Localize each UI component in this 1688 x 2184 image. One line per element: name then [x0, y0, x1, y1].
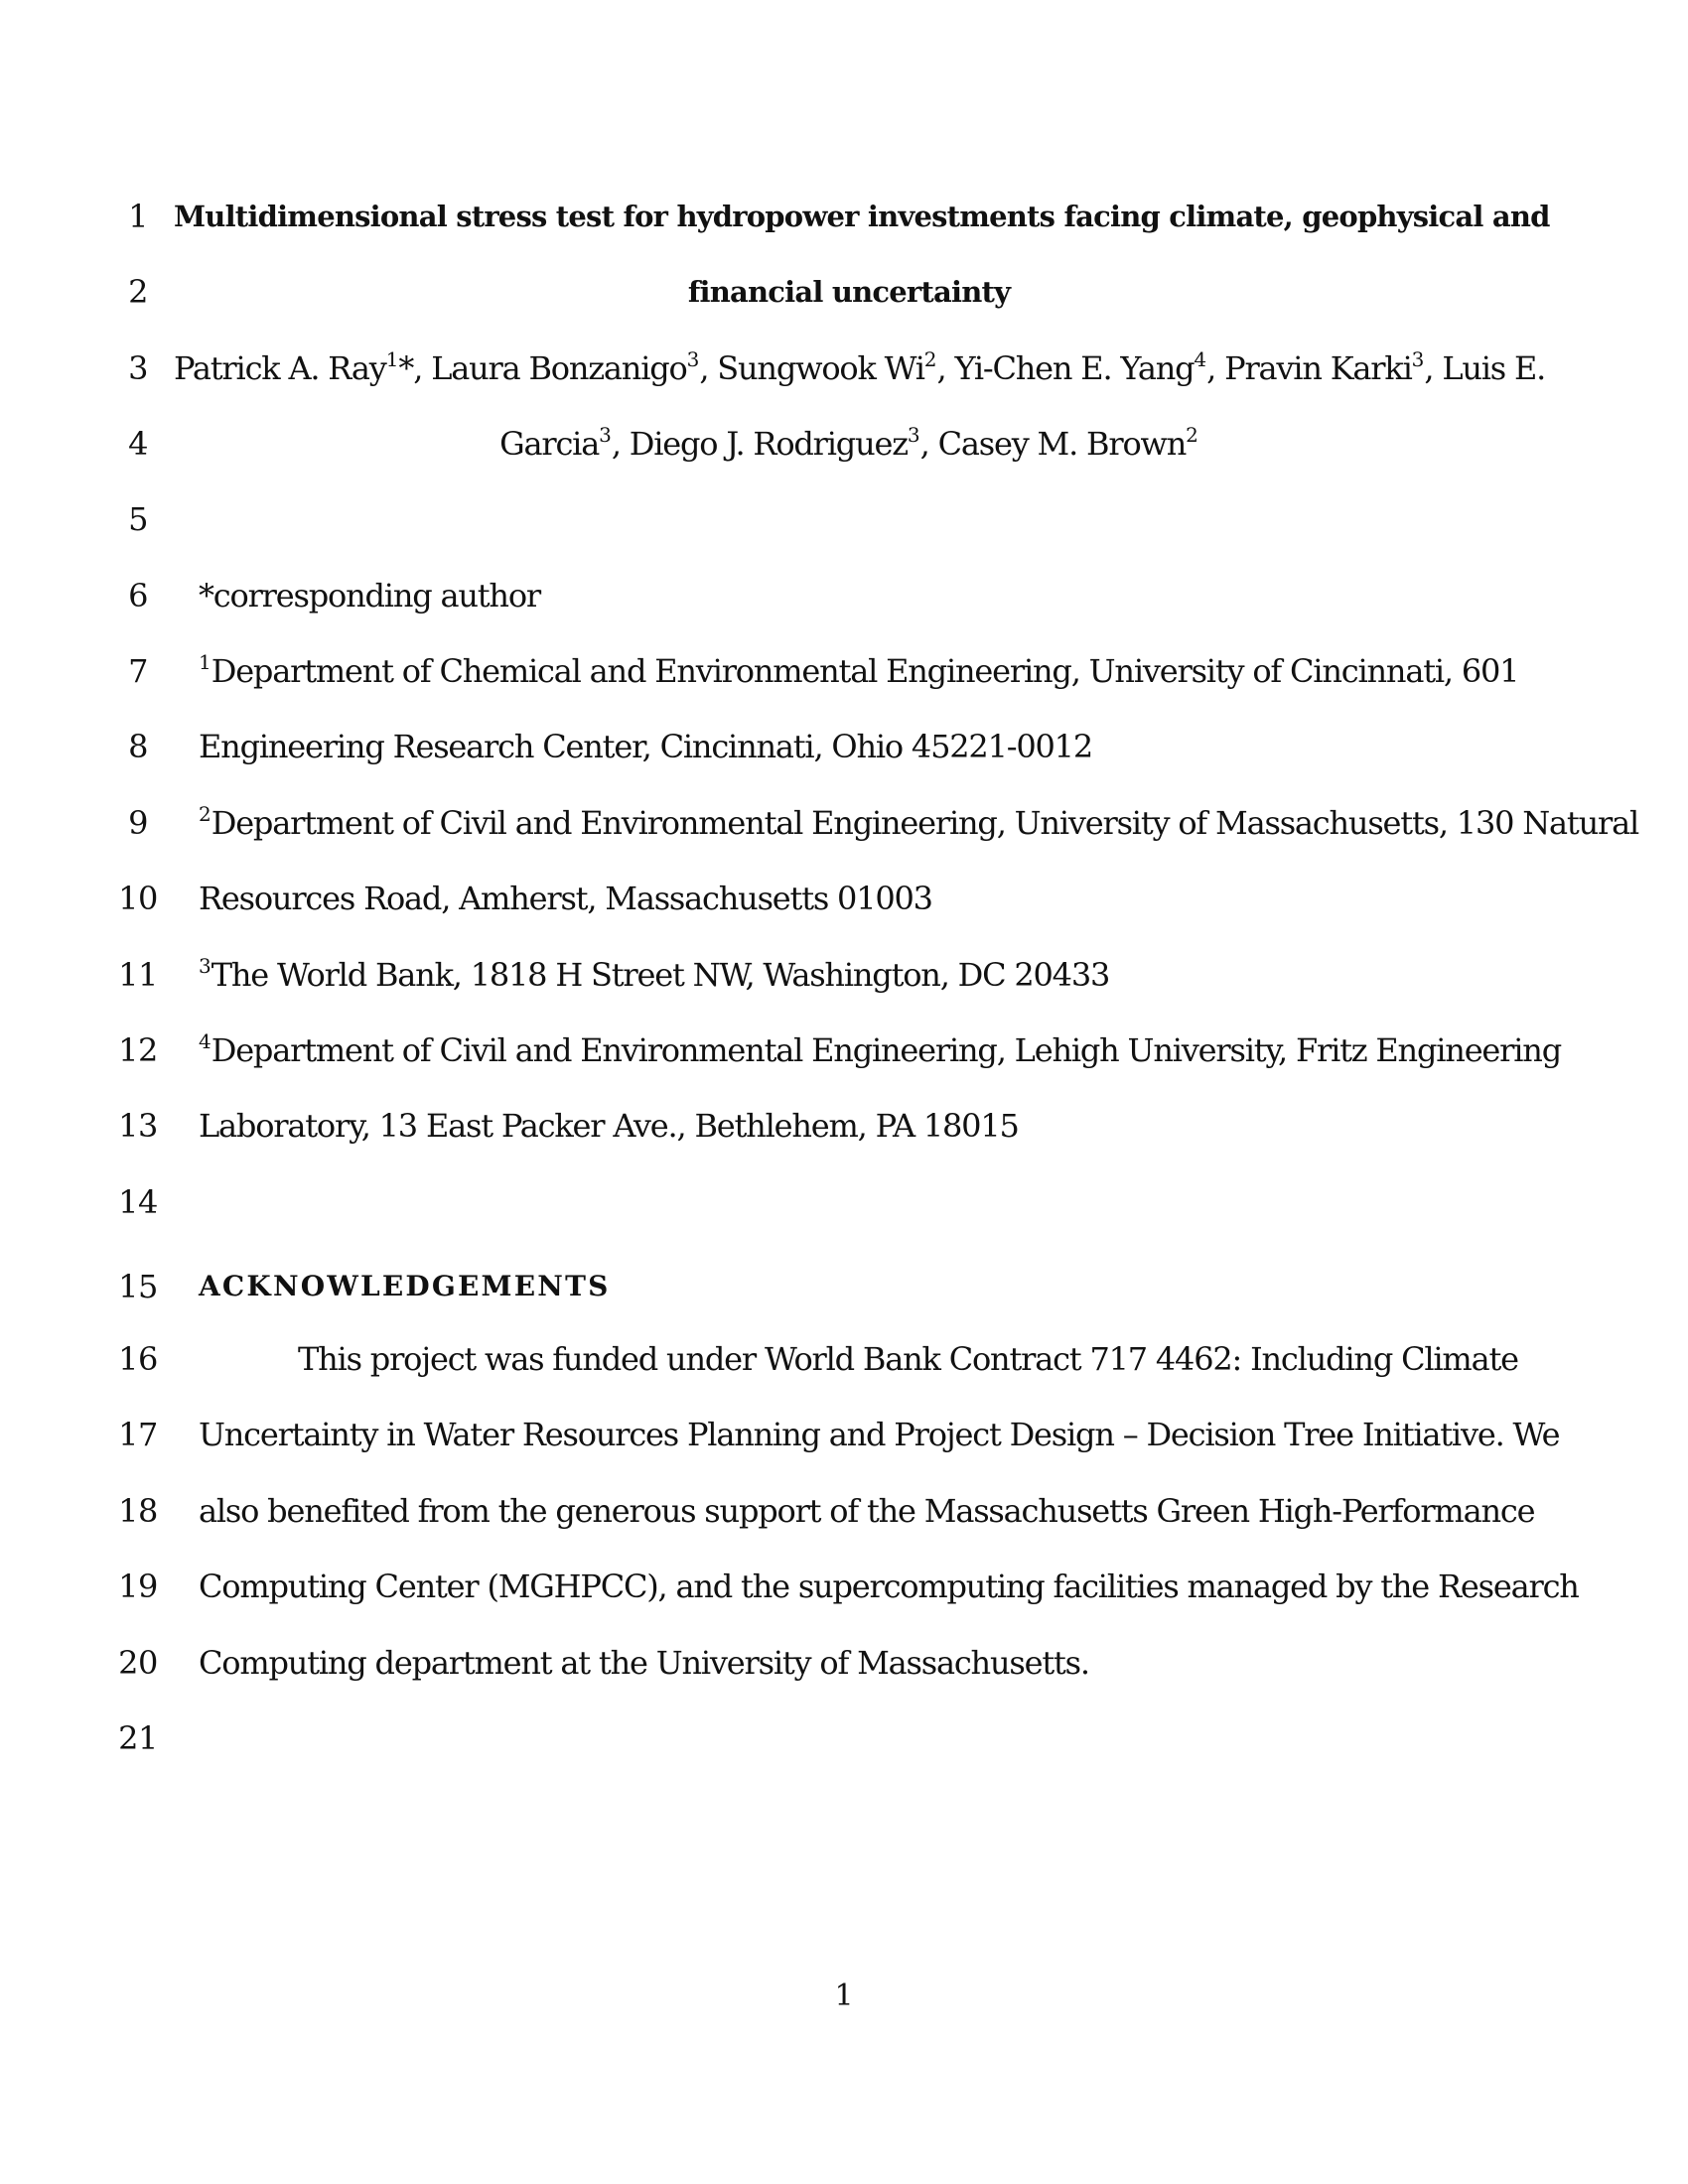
manuscript-line-18	[0, 1481, 1688, 1541]
affiliation-3-line-1: $^3$The World Bank, 1818 H Street NW, Washington, DC 20433	[199, 954, 1110, 994]
author-list-line-2: Garcia$^3$, Diego J. Rodriguez$^3$, Casey M. Brown$^2$	[499, 423, 1198, 463]
corresponding-author-note: *corresponding author	[199, 577, 541, 614]
affiliation-marker: 3	[907, 423, 920, 447]
affiliation-4-line-2: Laboratory, 13 East Packer Ave., Bethlehem, PA 18015	[199, 1107, 1019, 1145]
acknowledgement-text: This project was funded under World Bank Contract 717 4462: Including Climate	[298, 1340, 1518, 1378]
line-number: 16	[118, 1340, 158, 1378]
affiliation-4-line-1: $^4$Department of Civil and Environmental Engineering, Lehigh University, Fritz Engineering	[199, 1029, 1561, 1069]
page-number: 1	[834, 1979, 854, 2013]
line-number: 6	[128, 577, 148, 614]
affiliation-marker: 4	[1194, 347, 1207, 371]
author-name: Pravin Karki	[1224, 349, 1412, 387]
manuscript-line-13	[0, 1096, 1688, 1156]
author-name: Garcia	[499, 425, 600, 463]
line-number: 10	[118, 880, 158, 917]
line-number: 11	[118, 956, 158, 994]
affiliation-1-line-2: Engineering Research Center, Cincinnati, Ohio 45221-0012	[199, 728, 1092, 765]
affiliation-marker: 2	[1186, 423, 1198, 447]
manuscript-line-3	[0, 339, 1688, 398]
affiliation-1-line-1: $^1$Department of Chemical and Environmental Engineering, University of Cincinnati, 601	[199, 650, 1519, 690]
author-name: Luis E.	[1442, 349, 1546, 387]
line-number: 18	[118, 1492, 158, 1530]
affiliation-2-line-1: $^2$Department of Civil and Environmental Engineering, University of Massachusetts, 130 Natural	[199, 802, 1638, 842]
line-number: 17	[118, 1416, 158, 1453]
manuscript-line-16	[0, 1329, 1688, 1389]
acknowledgement-text: Computing Center (MGHPCC), and the supercomputing facilities managed by the Research	[199, 1568, 1579, 1605]
line-number: 13	[118, 1107, 158, 1145]
manuscript-line-4	[0, 414, 1688, 474]
manuscript-line-2	[0, 262, 1688, 322]
manuscript-line-12	[0, 1021, 1688, 1080]
affiliation-2-line-2: Resources Road, Amherst, Massachusetts 01003	[199, 880, 932, 917]
manuscript-line-9	[0, 793, 1688, 853]
affiliation-marker: 1	[199, 650, 211, 674]
paper-title-line-2: financial uncertainty	[687, 275, 1011, 309]
line-number: 1	[128, 198, 148, 235]
line-number: 14	[118, 1183, 158, 1221]
manuscript-line-5	[0, 489, 1688, 549]
author-name: Yi-Chen E. Yang	[954, 349, 1195, 387]
line-number: 21	[118, 1719, 158, 1757]
corresponding-mark: *	[398, 349, 414, 387]
acknowledgement-text: Computing department at the University of Massachusetts.	[199, 1644, 1089, 1682]
author-name: Sungwook Wi	[717, 349, 924, 387]
affiliation-marker: 3	[599, 423, 612, 447]
author-name: Laura Bonzanigo	[431, 349, 687, 387]
paper-title-line-1: Multidimensional stress test for hydropower investments facing climate, geophysical and	[174, 200, 1550, 233]
affiliation-marker: 1	[385, 347, 399, 371]
affiliation-marker: 2	[923, 347, 937, 371]
affiliation-marker: 3	[199, 954, 211, 978]
manuscript-line-14	[0, 1172, 1688, 1232]
line-number: 3	[128, 349, 148, 387]
line-number: 8	[128, 728, 148, 765]
manuscript-line-11	[0, 945, 1688, 1005]
author-name: Patrick A. Ray	[174, 349, 386, 387]
affiliation-marker: 2	[199, 802, 211, 826]
affiliation-marker: 3	[686, 347, 700, 371]
manuscript-line-1	[0, 187, 1688, 246]
affiliation-marker: 3	[1411, 347, 1425, 371]
manuscript-line-17	[0, 1405, 1688, 1464]
acknowledgement-text: Uncertainty in Water Resources Planning and Project Design – Decision Tree Initiative. We	[199, 1416, 1560, 1453]
line-number: 7	[128, 652, 148, 690]
line-number: 12	[118, 1031, 158, 1069]
manuscript-line-20	[0, 1633, 1688, 1693]
line-number: 20	[118, 1644, 158, 1682]
line-number: 2	[128, 273, 148, 311]
section-heading: ACKNOWLEDGEMENTS	[199, 1270, 611, 1302]
author-name: Diego J. Rodriguez	[629, 425, 908, 463]
manuscript-line-7	[0, 641, 1688, 701]
line-number: 4	[128, 425, 148, 463]
affiliation-marker: 4	[199, 1029, 211, 1053]
acknowledgement-text: also benefited from the generous support of the Massachusetts Green High-Performance	[199, 1492, 1535, 1530]
manuscript-line-15	[0, 1257, 1688, 1316]
manuscript-line-10	[0, 869, 1688, 928]
line-number: 5	[128, 500, 148, 538]
manuscript-line-21	[0, 1708, 1688, 1768]
manuscript-line-8	[0, 717, 1688, 776]
manuscript-line-19	[0, 1557, 1688, 1616]
line-number: 15	[118, 1268, 158, 1305]
author-list-line-1: Patrick A. Ray$^1$*, Laura Bonzanigo$^3$, Sungwook Wi$^2$, Yi-Chen E. Yang$^4$, Pravin Karki$^3$, Luis E.	[174, 347, 1546, 387]
manuscript-line-6	[0, 566, 1688, 625]
author-name: Casey M. Brown	[937, 425, 1187, 463]
line-number: 9	[128, 804, 148, 842]
line-number: 19	[118, 1568, 158, 1605]
